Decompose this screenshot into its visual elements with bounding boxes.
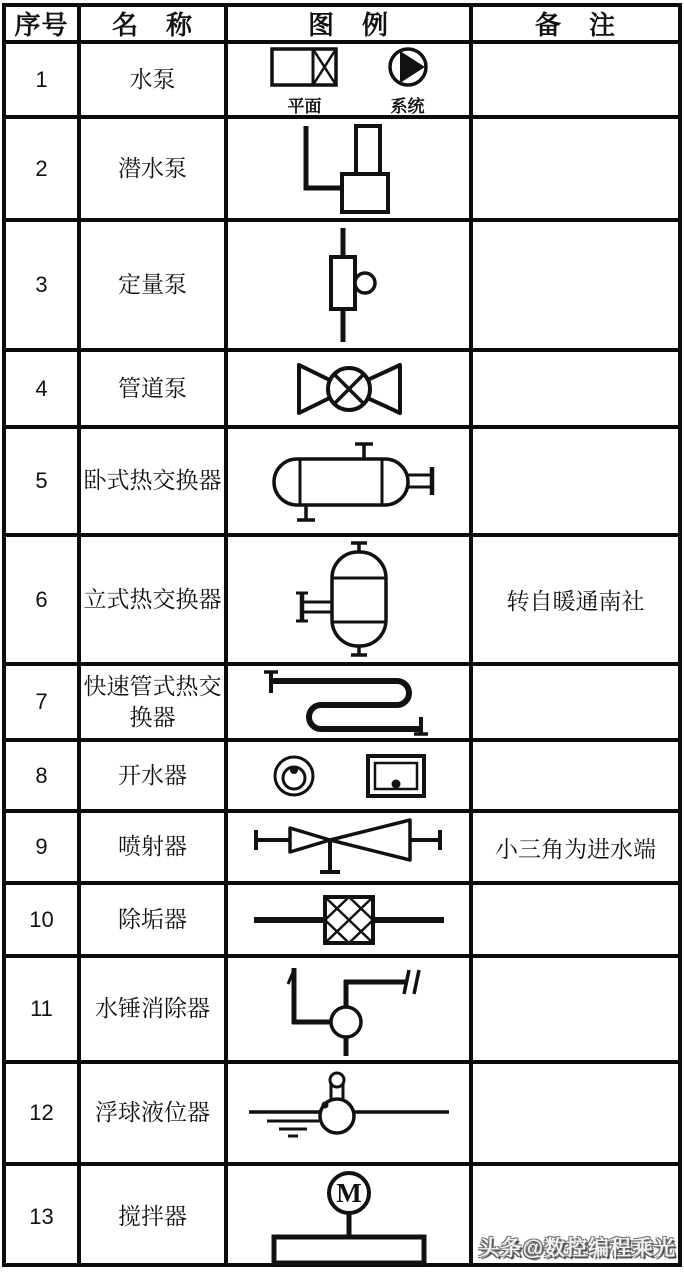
row-no: 2 — [6, 119, 81, 218]
row-no: 4 — [6, 352, 81, 425]
row-name: 搅拌器 — [81, 1166, 228, 1267]
plan-label: 平面 — [287, 96, 322, 115]
header-no: 序号 — [6, 7, 81, 40]
row-name: 除垢器 — [81, 885, 228, 954]
table-row — [6, 537, 678, 666]
table-row — [6, 352, 678, 429]
row-no: 5 — [6, 429, 81, 533]
row-remark — [473, 885, 678, 954]
row-no: 9 — [6, 813, 81, 881]
row-legend — [228, 429, 473, 533]
table-row — [6, 885, 678, 958]
row-legend — [228, 119, 473, 218]
float-level-device-icon — [241, 1068, 457, 1158]
row-legend — [228, 958, 473, 1060]
row-name: 立式热交换器 — [81, 537, 228, 662]
row-name: 定量泵 — [81, 222, 228, 348]
row-name: 水锤消除器 — [81, 958, 228, 1060]
header-remark: 备 注 — [534, 10, 616, 40]
symbol-legend-table — [2, 3, 682, 1267]
table-row — [6, 813, 678, 885]
row-no: 6 — [6, 537, 81, 662]
row-no: 10 — [6, 885, 81, 954]
row-name: 潜水泵 — [81, 119, 228, 218]
water-pump-plan-symbol — [267, 44, 343, 115]
row-no: 11 — [6, 958, 81, 1060]
row-remark — [473, 44, 678, 115]
quick-tube-heat-exchanger-icon — [249, 667, 449, 737]
horizontal-heat-exchanger-icon — [256, 435, 442, 527]
row-remark — [473, 742, 678, 809]
row-legend — [228, 742, 473, 809]
row-legend — [228, 222, 473, 348]
row-name: 管道泵 — [81, 352, 228, 425]
row-legend — [228, 537, 473, 662]
table-row — [6, 958, 678, 1064]
row-remark — [473, 222, 678, 348]
table-row — [6, 119, 678, 222]
header-name: 名 称 — [81, 7, 228, 40]
row-remark: 转自暖通南社 — [506, 588, 645, 614]
table-row — [6, 222, 678, 352]
submersible-pump-icon — [274, 122, 424, 216]
row-remark — [473, 352, 678, 425]
table-row — [6, 429, 678, 537]
row-legend — [228, 44, 473, 115]
table-row — [6, 44, 678, 119]
row-no: 8 — [6, 742, 81, 809]
row-no: 3 — [6, 222, 81, 348]
agitator-icon — [258, 1168, 440, 1265]
row-remark — [473, 429, 678, 533]
table-row — [6, 666, 678, 742]
row-legend — [228, 885, 473, 954]
row-remark: 小三角为进水端 — [495, 835, 656, 862]
row-no: 12 — [6, 1064, 81, 1162]
row-name: 喷射器 — [81, 813, 228, 881]
water-pump-system-symbol — [385, 44, 431, 115]
row-name: 快速管式热交换器 — [81, 666, 228, 738]
ejector-icon — [246, 814, 452, 880]
water-hammer-arrester-icon — [256, 960, 442, 1058]
row-no: 1 — [6, 44, 81, 115]
metering-pump-icon — [306, 226, 392, 344]
water-boiler-icon — [256, 746, 442, 806]
row-remark — [473, 119, 678, 218]
watermark: 头条@数控编程乘光 — [478, 1237, 676, 1260]
table-row — [6, 1064, 678, 1166]
table-header-row — [6, 7, 678, 44]
row-name: 卧式热交换器 — [81, 429, 228, 533]
row-remark — [473, 666, 678, 738]
motor-letter: M — [335, 1178, 362, 1208]
system-label: 系统 — [390, 96, 425, 115]
water-pump-plan-icon — [267, 44, 343, 91]
row-legend — [228, 1166, 473, 1267]
row-name: 水泵 — [81, 44, 228, 115]
vertical-heat-exchanger-icon — [274, 540, 424, 660]
row-no: 7 — [6, 666, 81, 738]
table-row — [6, 742, 678, 813]
row-legend — [228, 666, 473, 738]
descaler-icon — [246, 889, 452, 951]
row-name: 开水器 — [81, 742, 228, 809]
water-pump-system-icon — [385, 44, 431, 91]
header-legend: 图 例 — [228, 7, 473, 40]
row-name: 浮球液位器 — [81, 1064, 228, 1162]
row-legend — [228, 352, 473, 425]
row-remark — [473, 958, 678, 1060]
row-remark — [473, 1064, 678, 1162]
row-no: 13 — [6, 1166, 81, 1267]
pipeline-pump-icon — [291, 358, 407, 420]
row-legend — [228, 813, 473, 881]
row-legend — [228, 1064, 473, 1162]
